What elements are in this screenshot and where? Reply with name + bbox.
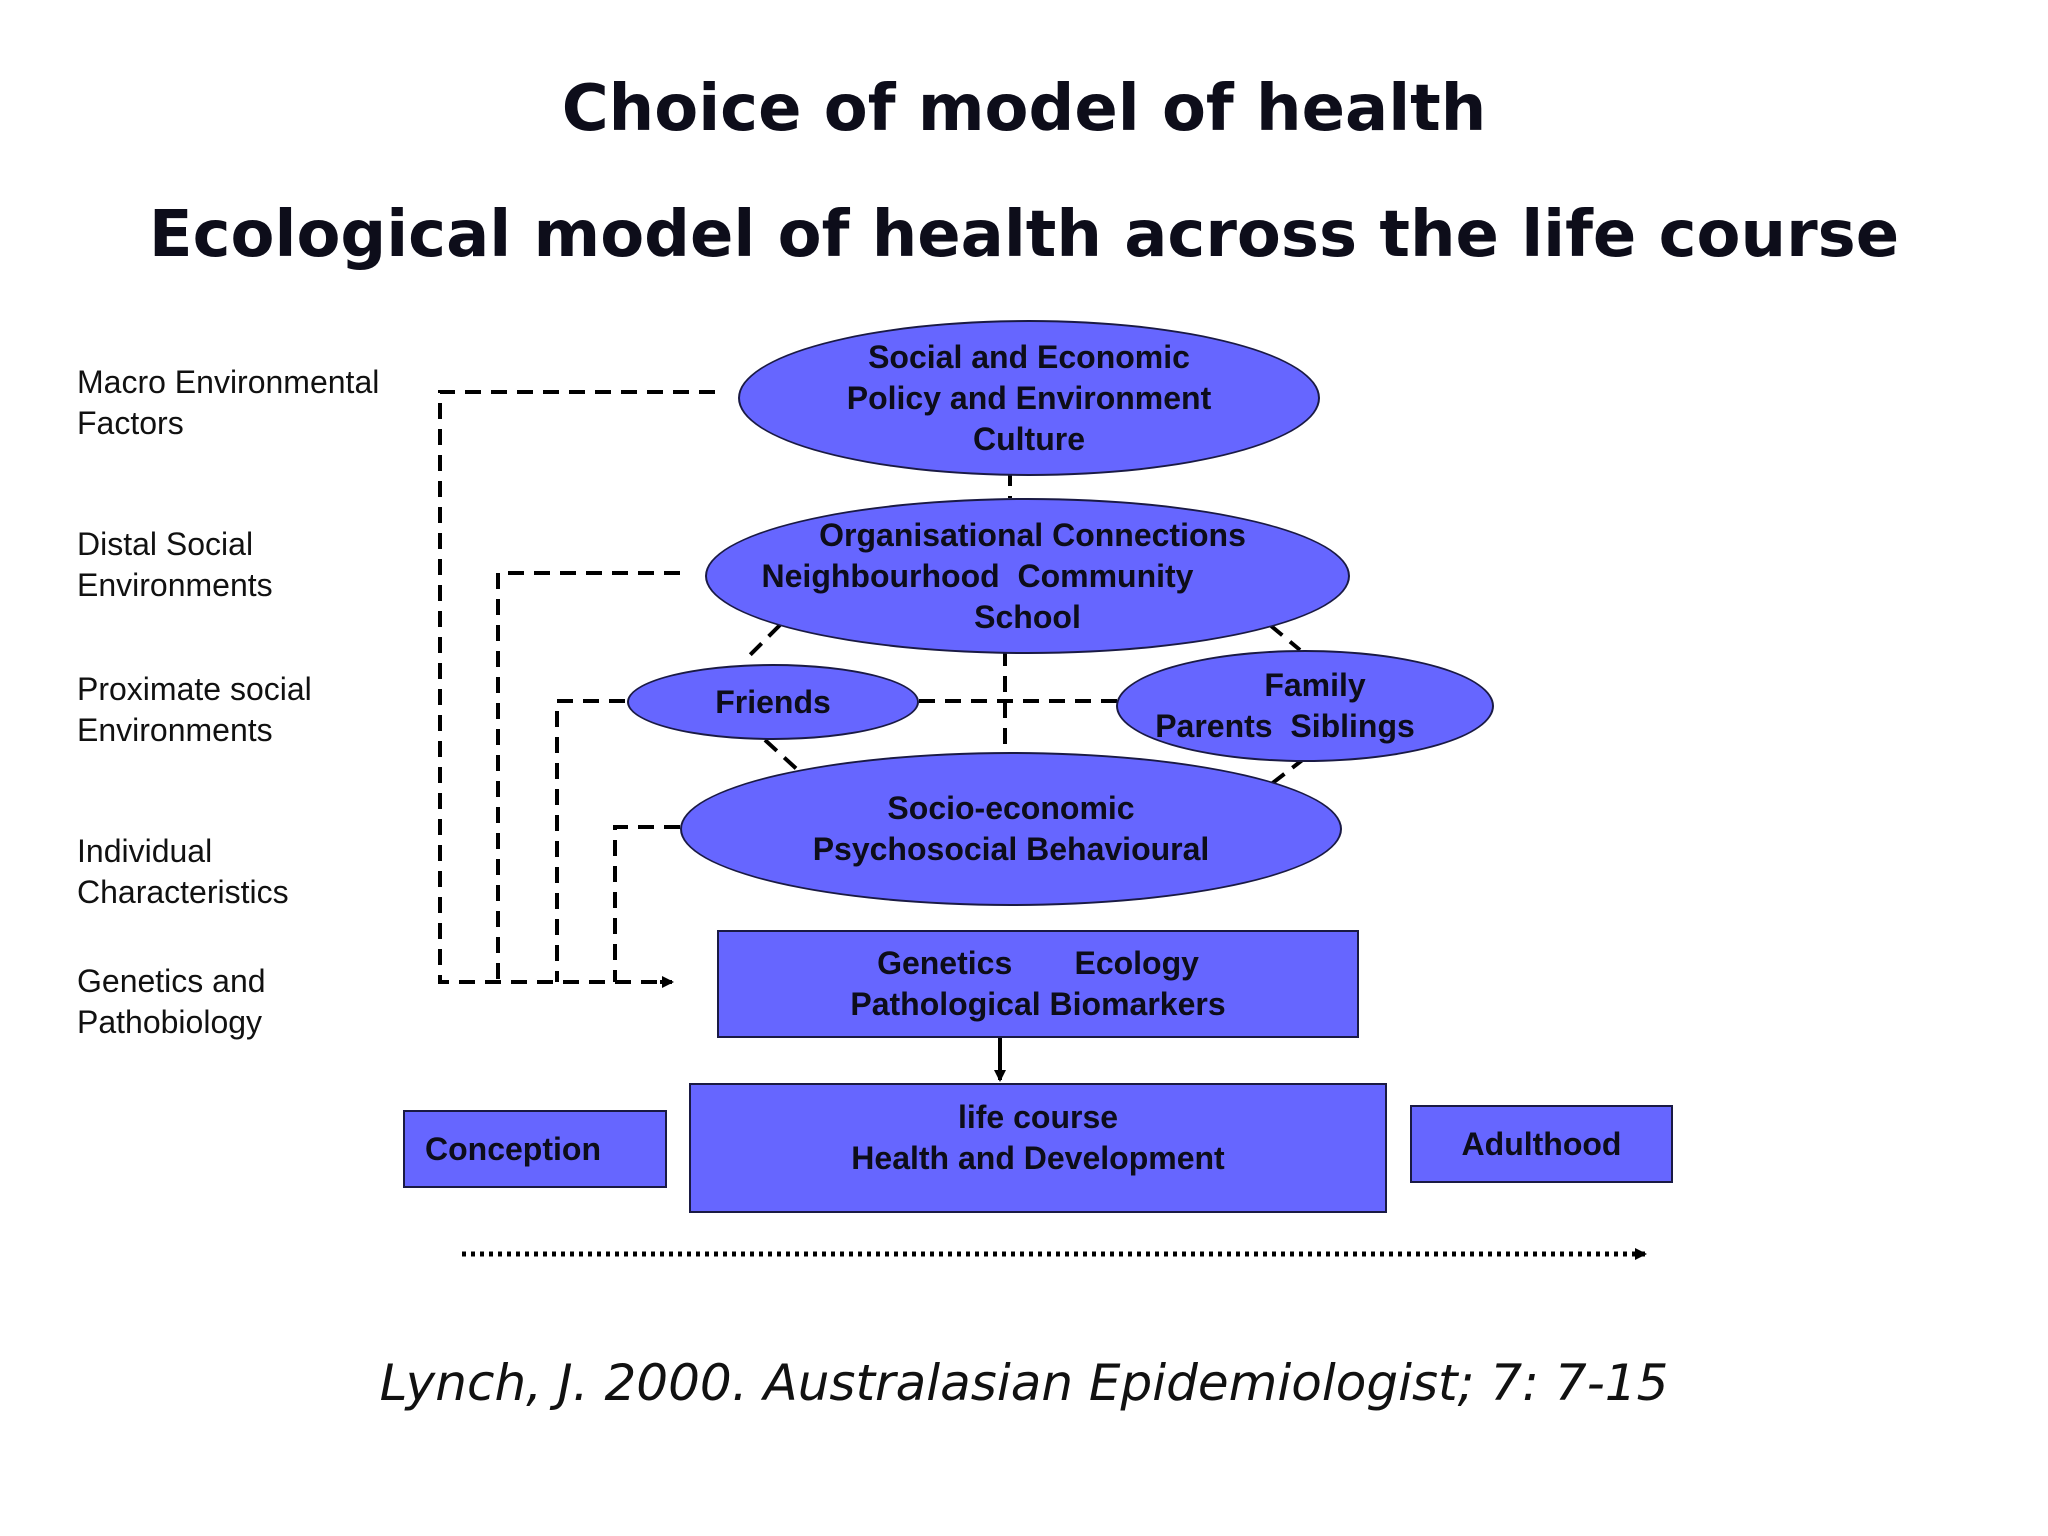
life-course-box	[689, 1083, 1387, 1213]
individual-feedback-line	[615, 827, 680, 982]
page-subtitle: Ecological model of health across the life course	[148, 198, 1900, 272]
page-title: Choice of model of health	[561, 72, 1487, 146]
distal-environments-ellipse	[705, 498, 1350, 654]
level-label-macro-line1: Macro Environmental	[77, 364, 380, 400]
genetics-node-line2: Pathological Biomarkers	[850, 986, 1226, 1022]
family-node-line2: Parents Siblings	[1155, 708, 1415, 744]
lifecourse-node-line1: life course	[957, 1099, 1119, 1135]
distal-node-line2: Neighbourhood Community	[761, 557, 1194, 594]
conception-label: Conception	[425, 1130, 601, 1167]
lifecourse-node-line2: Health and Development	[851, 1140, 1225, 1176]
macro-factors-ellipse	[738, 320, 1320, 476]
friends-individual-link	[765, 740, 800, 772]
distal-feedback-line	[498, 573, 680, 982]
distal-node-line3: School	[974, 598, 1081, 635]
level-label-macro-line2: Factors	[77, 405, 184, 441]
distal-family-link	[1270, 625, 1300, 650]
level-label-distal-line2: Environments	[77, 567, 273, 603]
friends-ellipse	[627, 664, 919, 740]
family-ellipse	[1116, 650, 1494, 762]
adulthood-label: Adulthood	[1461, 1125, 1622, 1162]
genetics-node-line1: Genetics Ecology	[877, 945, 1199, 981]
individual-node-line1: Socio-economic	[887, 790, 1135, 826]
level-label-individual-line1: Individual	[77, 833, 213, 869]
level-label-genetics-line1: Genetics and	[77, 963, 266, 999]
conception-box	[403, 1110, 667, 1188]
macro-node-line3: Culture	[973, 420, 1085, 457]
macro-node-line1: Social and Economic	[868, 338, 1190, 375]
level-label-distal-line1: Distal Social	[77, 526, 254, 562]
level-label-individual-line2: Characteristics	[77, 874, 289, 910]
macro-node-line2: Policy and Environment	[846, 379, 1212, 416]
adulthood-box	[1410, 1105, 1673, 1183]
family-node-line1: Family	[1264, 667, 1366, 703]
level-label-proximate-line2: Environments	[77, 712, 273, 748]
citation: Lynch, J. 2000. Australasian Epidemiologist; 7: 7-15	[379, 1354, 1669, 1412]
genetics-box	[717, 930, 1359, 1038]
level-label-genetics-line2: Pathobiology	[77, 1004, 263, 1040]
friends-node-label: Friends	[715, 683, 831, 720]
individual-characteristics-ellipse	[680, 752, 1342, 906]
family-individual-link	[1270, 758, 1305, 785]
individual-node-line2: Psychosocial Behavioural	[812, 831, 1210, 867]
level-label-proximate-line1: Proximate social	[77, 671, 312, 707]
distal-node-line1: Organisational Connections	[819, 516, 1246, 553]
distal-friends-link	[745, 625, 780, 660]
